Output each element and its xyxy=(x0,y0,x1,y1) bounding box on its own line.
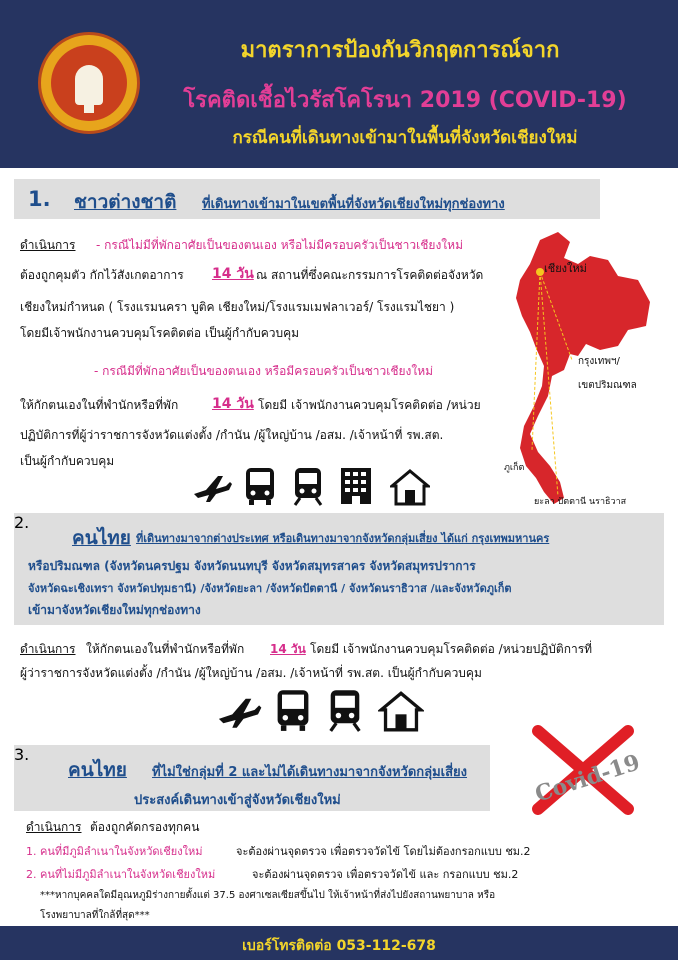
section3-heading-rest: ที่ไม่ใช่กลุ่มที่ 2 และไม่ได้เดินทางมาจากจังหวัดกลุ่มเสี่ยง xyxy=(152,765,468,780)
section1-case2-line1b: โดยมี เจ้าพนักงานควบคุมโรคติดต่อ /หน่วย xyxy=(258,398,481,412)
train-icon xyxy=(326,688,364,732)
section1-case2-line3: เป็นผู้กำกับควบคุม xyxy=(20,454,115,468)
title-line-2: โรคติดเชื้อไวรัสโคโรนา 2019 (COVID-19) xyxy=(183,88,627,113)
section2-action-line2: ผู้ว่าราชการจังหวัดแต่งตั้ง /กำนัน /ผู้ใหญ่บ้าน /อสม. /เจ้าหน้าที่ รพ.สต. เป็นผู้กำกับควบคุม xyxy=(20,666,482,680)
section3-action-label: ดำเนินการ xyxy=(26,820,82,834)
subtitle: กรณีคนที่เดินทางเข้ามาในพื้นที่จังหวัดเชียงใหม่ xyxy=(232,128,578,148)
section3-item2-a: 2. คนที่ไม่มีภูมิลำเนาในจังหวัดเชียงใหม่ xyxy=(26,868,216,881)
section1-heading: ชาวต่างชาติ xyxy=(74,191,177,213)
bus-icon xyxy=(274,688,312,732)
map-label-metro: เขตปริมณฑล xyxy=(578,380,637,391)
building-icon xyxy=(338,466,374,506)
section3-action-text: ต้องถูกคัดกรองทุกคน xyxy=(90,820,200,834)
section2-line4: เข้ามาจังหวัดเชียงใหม่ทุกช่องทาง xyxy=(28,603,201,617)
map-label-south: ยะลา ปัตตานี นราธิวาส xyxy=(534,497,627,507)
header-banner xyxy=(0,0,678,168)
section1-case1-line2: เชียงใหม่กำหนด ( โรงแรมนครา บูติค เชียงใหม่/โรงแรมเมฟลาเวอร์/ โรงแรมไชยา ) xyxy=(20,300,455,314)
section3-item1-a: 1. คนที่มีภูมิลำเนาในจังหวัดเชียงใหม่ xyxy=(26,845,203,858)
train-icon xyxy=(291,466,325,506)
section1-case2-days: 14 วัน xyxy=(212,396,254,412)
section2-action-a: ให้กักตนเองในที่พำนักหรือที่พัก xyxy=(86,642,245,656)
section2-heading: คนไทย xyxy=(72,527,131,549)
section3-box xyxy=(14,745,490,811)
section1-case1-line3: โดยมีเจ้าพนักงานควบคุมโรคติดต่อ เป็นผู้กำกับควบคุม xyxy=(20,326,300,340)
house-icon xyxy=(390,468,430,506)
map-label-chiangmai: เชียงใหม่ xyxy=(544,262,587,275)
airplane-icon xyxy=(192,470,232,504)
title-line-1: มาตราการป้องกันวิกฤตการณ์จาก xyxy=(240,38,560,63)
section3-note-line2: โรงพยาบาลที่ใกล้ที่สุด*** xyxy=(40,910,150,921)
section1-case1-line1a: ต้องถูกคุมตัว กักไว้สังเกตอาการ xyxy=(20,268,184,282)
map-label-phuket: ภูเก็ต xyxy=(504,463,525,473)
section2-line2: หรือปริมณฑล (จังหวัดนครปฐม จังหวัดนนทบุรี จังหวัดสมุทรสาคร จังหวัดสมุทรปราการ xyxy=(28,559,476,573)
section2-line1-rest: ที่เดินทางมาจากต่างประเทศ หรือเดินทางมาจากจังหวัดกลุ่มเสี่ยง ได้แก่ กรุงเทพมหานคร xyxy=(136,532,550,545)
section2-action-b: โดยมี เจ้าพนักงานควบคุมโรคติดต่อ /หน่วยปฏิบัติการที่ xyxy=(310,642,593,656)
section2-number: 2. xyxy=(14,513,30,532)
section2-action-days: 14 วัน xyxy=(270,642,306,656)
section1-number: 1. xyxy=(28,187,51,211)
section1-case1: - กรณีไม่มีที่พักอาศัยเป็นของตนเอง หรือไม่มีครอบครัวเป็นชาวเชียงใหม่ xyxy=(96,238,463,252)
section2-action-label: ดำเนินการ xyxy=(20,642,76,656)
stamp-text: Covid-19 xyxy=(531,749,644,808)
section3-item2-b: จะต้องผ่านจุดตรวจ เพื่อตรวจวัดไข้ และ กรอกแบบ ชม.2 xyxy=(252,868,519,881)
section1-case2-line2: ปฏิบัติการที่ผู้ว่าราชการจังหวัดแต่งตั้ง /กำนัน /ผู้ใหญ่บ้าน /อสม. /เจ้าหน้าที่ รพ.สต. xyxy=(20,428,444,442)
covid-19-stamp xyxy=(518,725,646,815)
bus-icon xyxy=(243,466,277,506)
section3-number: 3. xyxy=(14,745,30,764)
seal-elephant-trunk xyxy=(84,97,94,113)
seal-inner-circle xyxy=(51,45,127,121)
section1-case1-days: 14 วัน xyxy=(212,266,254,282)
footer-bar xyxy=(0,926,678,960)
section1-action-label: ดำเนินการ xyxy=(20,238,76,252)
airplane-icon xyxy=(216,692,262,730)
thailand-map xyxy=(500,220,660,510)
house-icon xyxy=(378,690,424,732)
section3-item1-b: จะต้องผ่านจุดตรวจ เพื่อตรวจวัดไข้ โดยไม่ต้องกรอกแบบ ชม.2 xyxy=(236,845,531,858)
section3-note-line1: ***หากบุคคลใดมีอุณหภูมิร่างกายตั้งแต่ 37.5 องศาเซลเซียสขึ้นไป ให้เจ้าหน้าที่ส่งไปยังสถานพยาบาล หรือ xyxy=(40,890,496,901)
footer-hotline: เบอร์โทรติดต่อ 053-112-678 xyxy=(242,938,436,954)
section3-heading-line2: ประสงค์เดินทางเข้าสู่จังหวัดเชียงใหม่ xyxy=(134,793,341,808)
section2-box xyxy=(14,513,664,625)
provincial-seal-logo xyxy=(38,32,140,134)
section1-case2-line1a: ให้กักตนเองในที่พำนักหรือที่พัก xyxy=(20,398,179,412)
map-label-bangkok: กรุงเทพฯ/ xyxy=(578,356,620,367)
section1-heading-bar xyxy=(14,179,600,219)
section3-heading: คนไทย xyxy=(68,759,127,781)
section1-case1-line1b: ณ สถานที่ซึ่งคณะกรรมการโรคติดต่อจังหวัด xyxy=(256,268,484,282)
section2-line3: จังหวัดฉะเชิงเทรา จังหวัดปทุมธานี) /จังหวัดยะลา /จังหวัดปัตตานี / จังหวัดนราธิวาส /และจังหวัดภูเก็ต xyxy=(28,582,512,595)
section1-heading-rest: ที่เดินทางเข้ามาในเขตพื้นที่จังหวัดเชียงใหม่ทุกช่องทาง xyxy=(202,197,505,212)
section1-case2: - กรณีมีที่พักอาศัยเป็นของตนเอง หรือมีครอบครัวเป็นชาวเชียงใหม่ xyxy=(94,364,434,378)
